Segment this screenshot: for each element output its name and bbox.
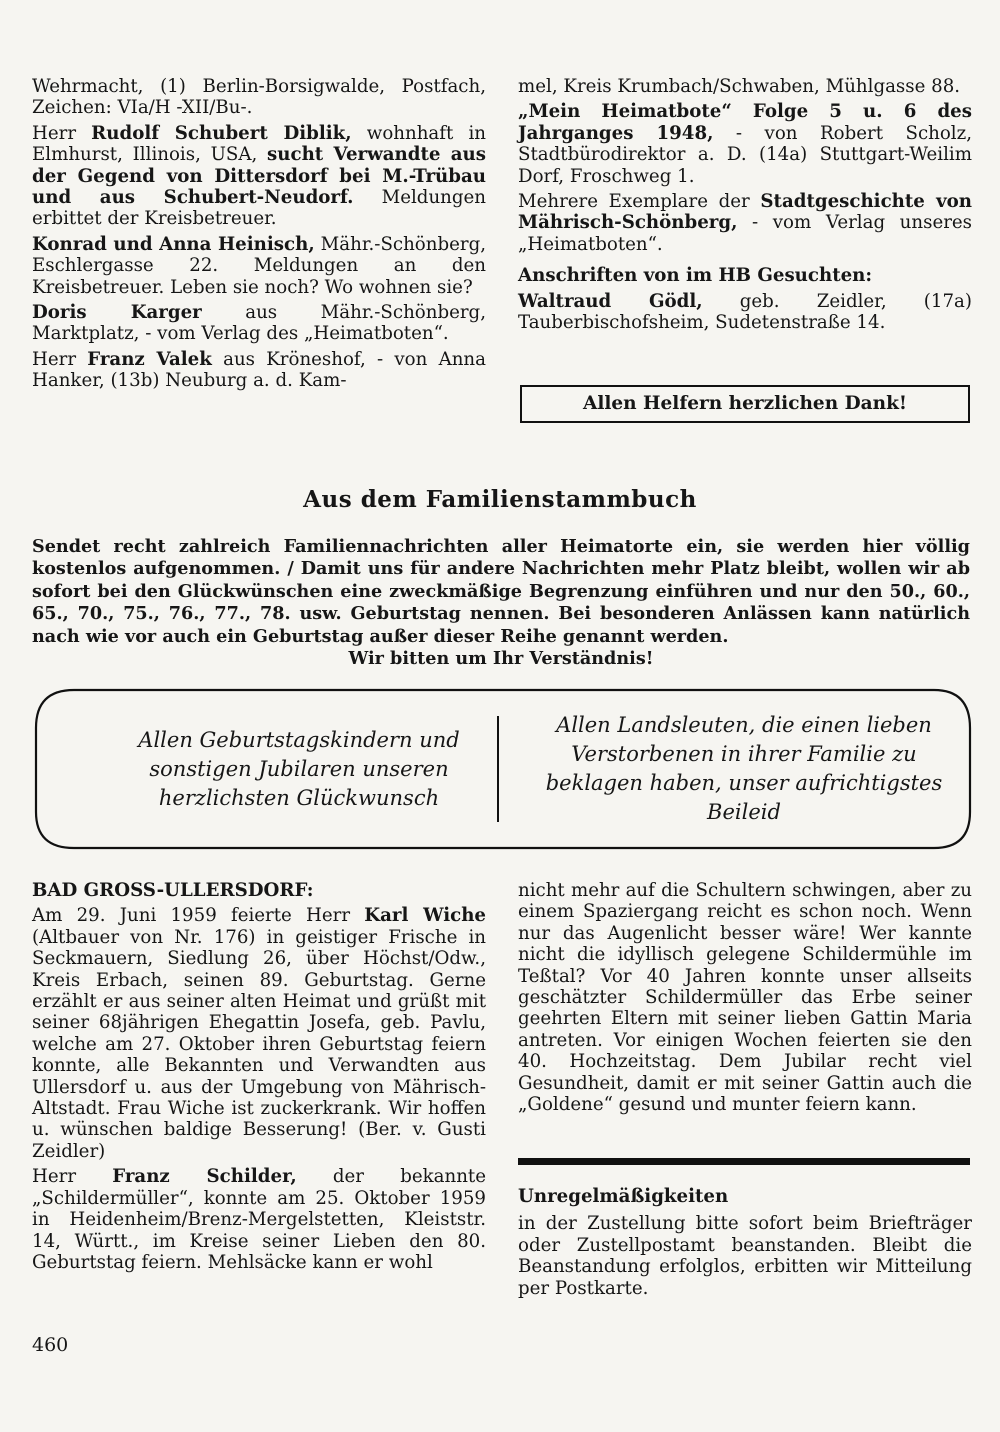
missing-persons-entry-2 <box>32 123 486 230</box>
missing-persons-entry-4 <box>32 302 486 345</box>
top-right-column <box>518 76 972 337</box>
entry-text: geb. Zeidler, (17a) Tauberbischofsheim, Sudetenstraße 14. <box>518 290 972 334</box>
missing-persons-entry-1 <box>32 76 486 119</box>
addresses-heading: Anschriften von im HB Gesuchten: <box>518 265 873 287</box>
entry-prefix: Herr <box>32 1166 113 1188</box>
entry-prefix: Mehrere Exemplare der <box>518 191 761 213</box>
delivery-notice <box>518 1186 972 1299</box>
missing-persons-entry-continued <box>518 76 972 97</box>
entry-name: Waltraud Gödl, <box>518 290 703 312</box>
notice-heading: Unregelmäßigkeiten <box>518 1186 729 1207</box>
thanks-box: Allen Helfern herzlichen Dank! <box>520 385 970 423</box>
greetings-frame <box>34 688 972 850</box>
entry-prefix: Herr <box>32 348 88 370</box>
entry-emphasis: „Mein Heimatbote“ Folge 5 u. 6 des Jahrganges 1948, <box>518 101 972 144</box>
section-title: Aus dem Familienstammbuch <box>303 486 697 513</box>
birthday-entry-wiche <box>32 905 486 1162</box>
entry-emphasis: sucht Verwandte aus der Gegend von Dittersdorf bei M.-Trübau und aus Schubert-Neudorf. <box>32 144 486 209</box>
entry-name: Rudolf Schubert Diblik, <box>91 122 352 144</box>
entry-text: aus Kröneshof, - von Anna Hanker, (13b) Neuburg a. d. Kam- <box>32 348 486 392</box>
entry-name: Konrad und Anna Heinisch, <box>32 233 315 255</box>
bottom-left-column <box>32 880 486 1277</box>
missing-persons-entry-5 <box>32 349 486 392</box>
entry-name: Karl Wiche <box>364 905 486 927</box>
entry-text: Wehrmacht, (1) Berlin-Borsigwalde, Postfach, Zeichen: VIa/H -XII/Bu-. <box>32 76 486 119</box>
missing-persons-entry-3 <box>32 234 486 298</box>
page-number: 460 <box>32 1334 69 1356</box>
entry-prefix: Herr <box>32 122 92 144</box>
intro-closing: Wir bitten um Ihr Verständnis! <box>348 648 654 670</box>
birthday-greeting: Allen Geburtstagskindern und sonstigen Jubilaren unseren herzlichsten Glückwunsch <box>138 727 460 810</box>
locality-heading: BAD GROSS-ULLERSDORF: <box>32 880 314 901</box>
entry-text: aus Mähr.-Schönberg, Marktplatz, - vom Verlag des „Heimatboten“. <box>32 302 486 345</box>
wanted-item-stadtgeschichte <box>518 191 972 255</box>
condolence-greeting: Allen Landsleuten, die einen lieben Verstorbenen in ihrer Familie zu beklagen haben, unser aufrichtigstes Beileid <box>545 713 943 824</box>
birthday-entry-schilder <box>32 1166 486 1273</box>
bottom-right-column <box>518 880 972 1119</box>
top-left-column <box>32 76 486 396</box>
entry-prefix: Am 29. Juni 1959 feierte Herr <box>32 905 365 927</box>
entry-text: der bekannte „Schildermüller“, konnte am 25. Oktober 1959 in Heidenheim/Brenz-Mergelstetten, Kleiststr. 14, Württ., im Kreise seiner Lieben den 80. Geburtstag feiern. Mehlsäcke kann er wohl <box>32 1166 486 1273</box>
entry-text: mel, Kreis Krumbach/Schwaben, Mühlgasse 88. <box>518 76 961 97</box>
entry-text: Mähr.-Schönberg, Eschlergasse 22. Meldungen an den Kreisbetreuer. Leben sie noch? Wo wohnen sie? <box>32 233 486 298</box>
entry-text: - von Robert Scholz, Stadtbürodirektor a. D. (14a) Stuttgart-Weilim Dorf, Froschweg 1. <box>518 122 972 187</box>
intro-text: Sendet recht zahlreich Familiennachrichten aller Heimatorte ein, sie werden hier völlig kostenlos aufgenommen. / Damit uns für andere Nachrichten mehr Platz bleibt, wollen wir ab sofort bei den Glückwünschen eine zweckmäßige Begrenzung einführen und nur den 50., 60., 65., 70., 75., 76., 77., 78. usw. Geburtstag nennen. Bei besonderen Anlässen kann natürlich nach wie vor auch ein Geburtstag außer dieser Reihe genannt werden. <box>32 536 970 647</box>
notice-body: in der Zustellung bitte sofort beim Briefträger oder Zustellpostamt beanstanden. Bleibt die Beanstandung erfolglos, erbitten wir Mitteilung per Postkarte. <box>518 1213 972 1299</box>
entry-text: - vom Verlag unseres „Heimatboten“. <box>518 212 972 255</box>
entry-emphasis: Stadtgeschichte von Mährisch-Schönberg, <box>518 191 973 234</box>
entry-text: Meldungen erbittet der Kreisbetreuer. <box>32 187 486 230</box>
entry-text: (Altbauer von Nr. 176) in geistiger Frische in Seckmauern, Siedlung 26, über Höchst/Odw., Kreis Erbach, seinen 89. Geburtstag. Gerne erzählt er aus seiner alten Heimat und grüßt mit seiner 68jährigen Ehegattin Josefa, geb. Pavlu, welche am 27. Oktober ihren Geburtstag feiern konnte, alle Bekannten und Verwandten aus Ullersdorf u. aus der Umgebung von Mährisch-Altstadt. Frau Wiche ist zuckerkrank. Wir hoffen u. wünschen baldige Besserung! (Ber. v. Gusti Zeidler) <box>32 926 486 1162</box>
entry-name: Franz Schilder, <box>112 1166 297 1188</box>
entry-name: Franz Valek <box>87 348 212 370</box>
section-rule <box>518 1158 970 1165</box>
wanted-item-heimatbote <box>518 101 972 187</box>
entry-name: Doris Karger <box>32 302 202 324</box>
entry-text: wohnhaft in Elmhurst, Illinois, USA, <box>32 122 486 166</box>
section-intro <box>32 536 970 670</box>
birthday-entry-schilder-continued: nicht mehr auf die Schultern schwingen, aber zu einem Spaziergang reicht es schon noch. Wenn nur das Augenlicht besser wäre! Wer kannte nicht die idyllisch gelegene Schildermühle im Teßtal? Vor 40 Jahren konnte unser allseits geschätzter Schildermüller das Erbe seiner geehrten Eltern mit seiner lieben Gattin Maria antreten. Vor einigen Wochen feierten sie den 40. Hochzeitstag. Dem Jubilar recht viel Gesundheit, damit er mit seiner Gattin auch die „Goldene“ gesund und munter feiern kann. <box>518 880 972 1116</box>
address-entry <box>518 291 972 334</box>
